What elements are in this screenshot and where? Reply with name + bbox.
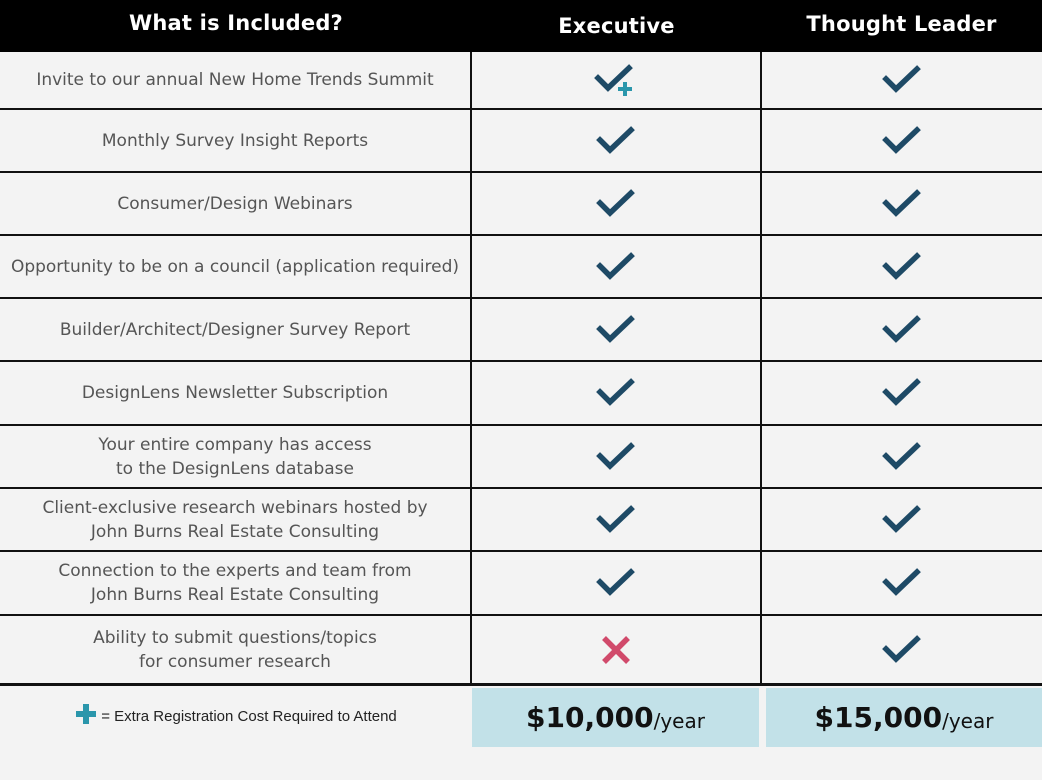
thought-leader-cell xyxy=(762,489,1042,550)
table-row xyxy=(0,426,1042,489)
thought-leader-cell xyxy=(762,299,1042,360)
check-icon xyxy=(882,125,922,157)
executive-cell xyxy=(472,552,762,614)
check-icon xyxy=(596,567,636,599)
check-icon xyxy=(596,377,636,409)
feature-cell xyxy=(0,616,472,683)
feature-cell xyxy=(0,489,472,550)
feature-cell xyxy=(0,173,472,234)
thought-leader-cell xyxy=(762,616,1042,683)
thought-leader-cell xyxy=(762,362,1042,424)
executive-cell xyxy=(472,616,762,683)
feature-cell xyxy=(0,110,472,171)
check-icon xyxy=(596,251,636,283)
executive-price-amount: $10,000 xyxy=(526,701,654,734)
feature-label: DesignLens Newsletter Subscription xyxy=(81,383,389,403)
check-plus-icon xyxy=(594,63,638,97)
check-icon xyxy=(882,504,922,536)
executive-cell xyxy=(472,362,762,424)
executive-cell xyxy=(472,110,762,171)
feature-label: Builder/Architect/Designer Survey Report xyxy=(59,319,411,340)
thought-leader-cell xyxy=(762,236,1042,297)
header-thought-leader: Thought Leader xyxy=(806,12,997,36)
feature-label: Client-exclusive research webinars hosted by John Burns Real Estate Consulting xyxy=(42,497,428,542)
legend-text: = Extra Registration Cost Required to Attend xyxy=(101,707,397,725)
executive-cell xyxy=(472,426,762,487)
header-executive: Executive xyxy=(558,14,675,38)
table-header xyxy=(0,0,1042,52)
table-row xyxy=(0,173,1042,236)
table-row xyxy=(0,362,1042,426)
table-row xyxy=(0,552,1042,616)
executive-cell xyxy=(472,52,762,108)
feature-label: Consumer/Design Webinars xyxy=(117,193,353,214)
thought-leader-price xyxy=(766,688,1042,747)
check-icon xyxy=(596,314,636,346)
cross-icon xyxy=(599,633,633,667)
feature-label: Invite to our annual New Home Trends Summit xyxy=(36,70,434,90)
thought-leader-cell xyxy=(762,552,1042,614)
feature-label: Opportunity to be on a council (application required) xyxy=(10,256,460,277)
executive-cell xyxy=(472,489,762,550)
feature-cell xyxy=(0,552,472,614)
check-icon xyxy=(596,441,636,473)
table-row xyxy=(0,489,1042,552)
check-icon xyxy=(882,634,922,666)
thought-leader-price-amount: $15,000 xyxy=(814,701,943,734)
feature-cell xyxy=(0,299,472,360)
feature-label: Your entire company has access to the DesignLens database xyxy=(98,434,372,479)
check-icon xyxy=(882,314,922,346)
check-icon xyxy=(596,188,636,220)
table-row xyxy=(0,236,1042,299)
table-row xyxy=(0,110,1042,173)
check-icon xyxy=(882,441,922,473)
thought-leader-cell xyxy=(762,173,1042,234)
plus-icon xyxy=(75,703,97,729)
thought-leader-cell xyxy=(762,426,1042,487)
executive-price xyxy=(472,688,759,747)
table-row xyxy=(0,299,1042,362)
feature-label: Monthly Survey Insight Reports xyxy=(101,130,369,151)
executive-cell xyxy=(472,299,762,360)
thought-leader-cell xyxy=(762,52,1042,108)
check-icon xyxy=(596,504,636,536)
check-icon xyxy=(882,188,922,220)
feature-label: Ability to submit questions/topics for consumer research xyxy=(93,627,377,672)
thought-leader-price-unit: /year xyxy=(942,708,994,733)
feature-cell xyxy=(0,362,472,424)
executive-price-unit: /year xyxy=(653,708,705,733)
table-row xyxy=(0,616,1042,686)
check-icon xyxy=(596,125,636,157)
thought-leader-cell xyxy=(762,110,1042,171)
feature-cell xyxy=(0,426,472,487)
feature-label: Connection to the experts and team from John Burns Real Estate Consulting xyxy=(58,561,412,605)
table-row xyxy=(0,52,1042,110)
header-what-is-included: What is Included? xyxy=(129,11,343,35)
feature-cell xyxy=(0,236,472,297)
feature-cell xyxy=(0,52,472,108)
check-icon xyxy=(882,377,922,409)
executive-cell xyxy=(472,173,762,234)
check-icon xyxy=(882,64,922,96)
executive-cell xyxy=(472,236,762,297)
legend xyxy=(0,700,472,732)
check-icon xyxy=(882,567,922,599)
check-icon xyxy=(882,251,922,283)
